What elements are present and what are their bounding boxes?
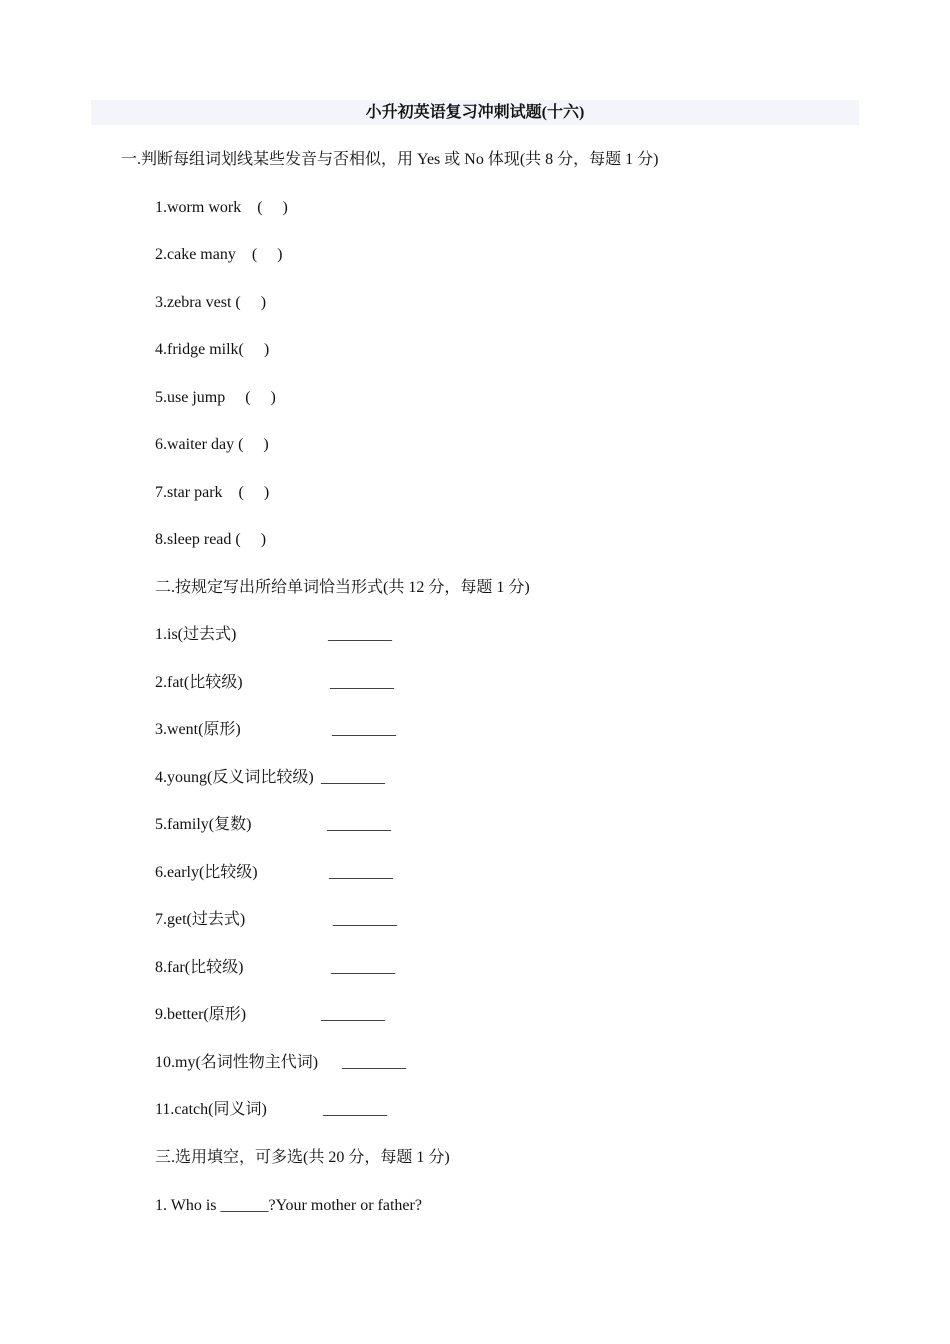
section3-heading: 三.选用填空，可多选(共 20 分，每题 1 分) <box>155 1149 450 1166</box>
section2-item-label: 8.far(比较级) <box>155 959 244 976</box>
section2-item-label: 4.young(反义词比较级) <box>155 769 314 786</box>
section1-item: 8.sleep read ( ) <box>155 531 267 548</box>
answer-blank[interactable]: ________ <box>330 674 394 691</box>
section2-item-label: 3.went(原形) <box>155 721 241 738</box>
section2-heading: 二.按规定写出所给单词恰当形式(共 12 分，每题 1 分) <box>155 579 530 596</box>
section1-item: 4.fridge milk( ) <box>155 341 270 358</box>
answer-blank[interactable]: ________ <box>327 816 391 833</box>
answer-blank[interactable]: ________ <box>329 864 393 881</box>
answer-blank[interactable]: ________ <box>323 1101 387 1118</box>
section2-item-label: 11.catch(同义词) <box>155 1101 267 1118</box>
section2-item-label: 1.is(过去式) <box>155 626 237 643</box>
answer-blank[interactable]: ________ <box>342 1054 406 1071</box>
section3-item: 1. Who is ______?Your mother or father? <box>155 1197 422 1214</box>
section1-item: 1.worm work ( ) <box>155 199 288 216</box>
answer-blank[interactable]: ________ <box>321 769 385 786</box>
document-title: 小升初英语复习冲刺试题(十六) <box>91 100 859 125</box>
section2-item-label: 9.better(原形) <box>155 1006 247 1023</box>
section1-item: 5.use jump ( ) <box>155 389 276 406</box>
section1-item: 6.waiter day ( ) <box>155 436 269 453</box>
answer-blank[interactable]: ________ <box>331 959 395 976</box>
section2-item-label: 10.my(名词性物主代词) <box>155 1054 319 1071</box>
section2-item-label: 6.early(比较级) <box>155 864 258 881</box>
section1-item: 2.cake many ( ) <box>155 246 283 263</box>
section1-item: 3.zebra vest ( ) <box>155 294 267 311</box>
section1-heading: 一.判断每组词划线某些发音与否相似，用 Yes 或 No 体现(共 8 分，每题 1 分) <box>121 151 659 168</box>
answer-blank[interactable]: ________ <box>332 721 396 738</box>
answer-blank[interactable]: ________ <box>328 626 392 643</box>
section2-item-label: 5.family(复数) <box>155 816 252 833</box>
section2-item-label: 7.get(过去式) <box>155 911 246 928</box>
section1-item: 7.star park ( ) <box>155 484 270 501</box>
answer-blank[interactable]: ________ <box>333 911 397 928</box>
answer-blank[interactable]: ________ <box>321 1006 385 1023</box>
section2-item-label: 2.fat(比较级) <box>155 674 243 691</box>
